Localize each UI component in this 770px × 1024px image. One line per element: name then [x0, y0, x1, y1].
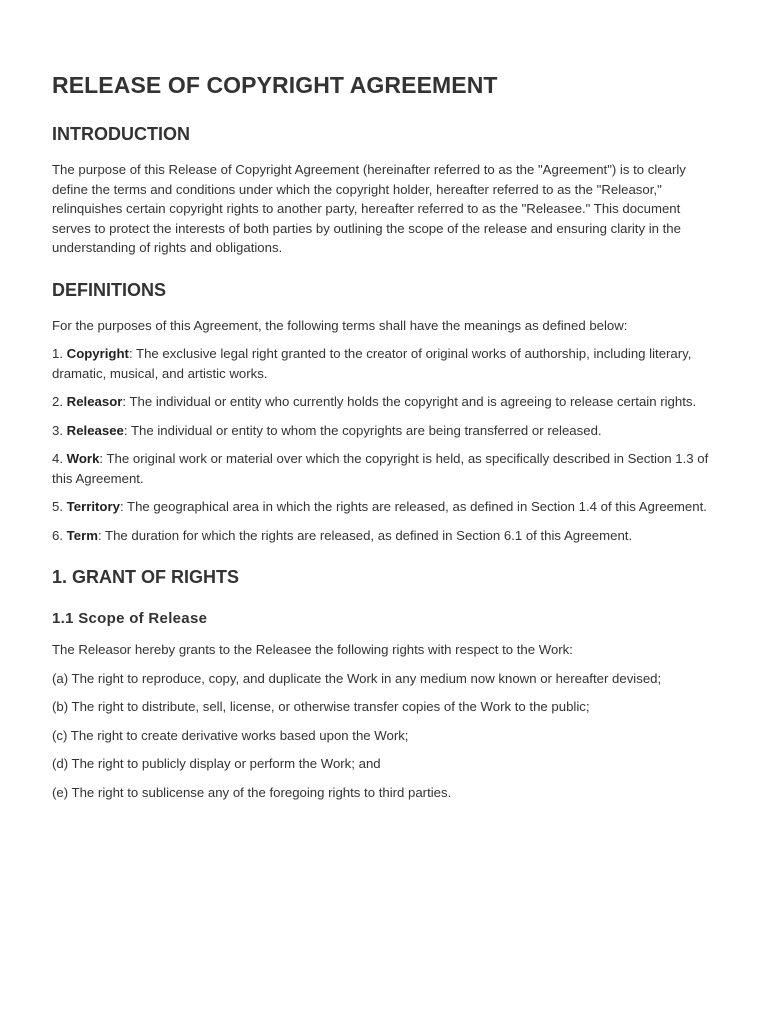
definition-term: Territory [66, 499, 120, 514]
definitions-heading: DEFINITIONS [52, 279, 167, 300]
definition-item [52, 421, 722, 441]
definition-item [52, 344, 722, 383]
definition-text: : The individual or entity who currently holds the copyright and is agreeing to release certain rights. [122, 394, 697, 409]
definition-term: Releasor [66, 394, 123, 409]
grant-item: (a) The right to reproduce, copy, and duplicate the Work in any medium now known or hereafter devised; [52, 670, 662, 686]
definition-term: Releasee [66, 422, 124, 438]
grant-item: (c) The right to create derivative works based upon the Work; [52, 727, 409, 743]
definition-text: : The duration for which the rights are released, as defined in Section 6.1 of this Agreement. [97, 527, 633, 543]
definition-term: Copyright [66, 346, 129, 361]
document-title: RELEASE OF COPYRIGHT AGREEMENT [52, 72, 498, 98]
definition-text: : The individual or entity to whom the copyrights are being transferred or released. [123, 422, 602, 438]
grant-item: (e) The right to sublicense any of the foregoing rights to third parties. [52, 784, 452, 800]
definition-number: 5. [52, 499, 63, 514]
document-page [52, 70, 722, 802]
definition-item [52, 497, 722, 517]
definition-item [52, 449, 722, 488]
definition-term: Term [66, 527, 98, 543]
definition-number: 3. [52, 422, 63, 438]
definition-item [52, 526, 722, 546]
definition-number: 4. [52, 451, 63, 466]
grant-intro: The Releasor hereby grants to the Releasee the following rights with respect to the Work: [52, 642, 573, 657]
grant-item: (b) The right to distribute, sell, license, or otherwise transfer copies of the Work to the public; [52, 699, 590, 714]
definition-number: 6. [52, 527, 63, 543]
definition-item [52, 392, 722, 412]
scope-of-release-heading: 1.1 Scope of Release [52, 610, 208, 627]
introduction-paragraph: The purpose of this Release of Copyright Agreement (hereinafter referred to as the "Agreement") is to clearly define the terms and conditions under which the copyright holder, hereafter referred to as the "Releasor," relinquishes certain copyright rights to another party, hereafter referred to as the "Releasee." This document serves to protect the interests of both parties by outlining the scope of the release and ensuring clarity in the understanding of rights and obligations. [52, 162, 686, 255]
definition-text: : The exclusive legal right granted to the creator of original works of authorship, including literary, dramatic, musical, and artistic works. [52, 346, 692, 381]
definitions-intro: For the purposes of this Agreement, the following terms shall have the meanings as defined below: [52, 317, 628, 333]
definition-term: Work [66, 451, 100, 466]
definition-number: 1. [52, 346, 63, 361]
definition-number: 2. [52, 394, 63, 409]
introduction-heading: INTRODUCTION [52, 124, 190, 144]
definition-text: : The geographical area in which the rights are released, as defined in Section 1.4 of this Agreement. [119, 499, 707, 514]
grant-item: (d) The right to publicly display or perform the Work; and [52, 756, 381, 771]
definition-text: : The original work or material over which the copyright is held, as specifically described in Section 1.3 of this Agreement. [52, 451, 709, 486]
grant-of-rights-heading: 1. GRANT OF RIGHTS [52, 567, 240, 587]
